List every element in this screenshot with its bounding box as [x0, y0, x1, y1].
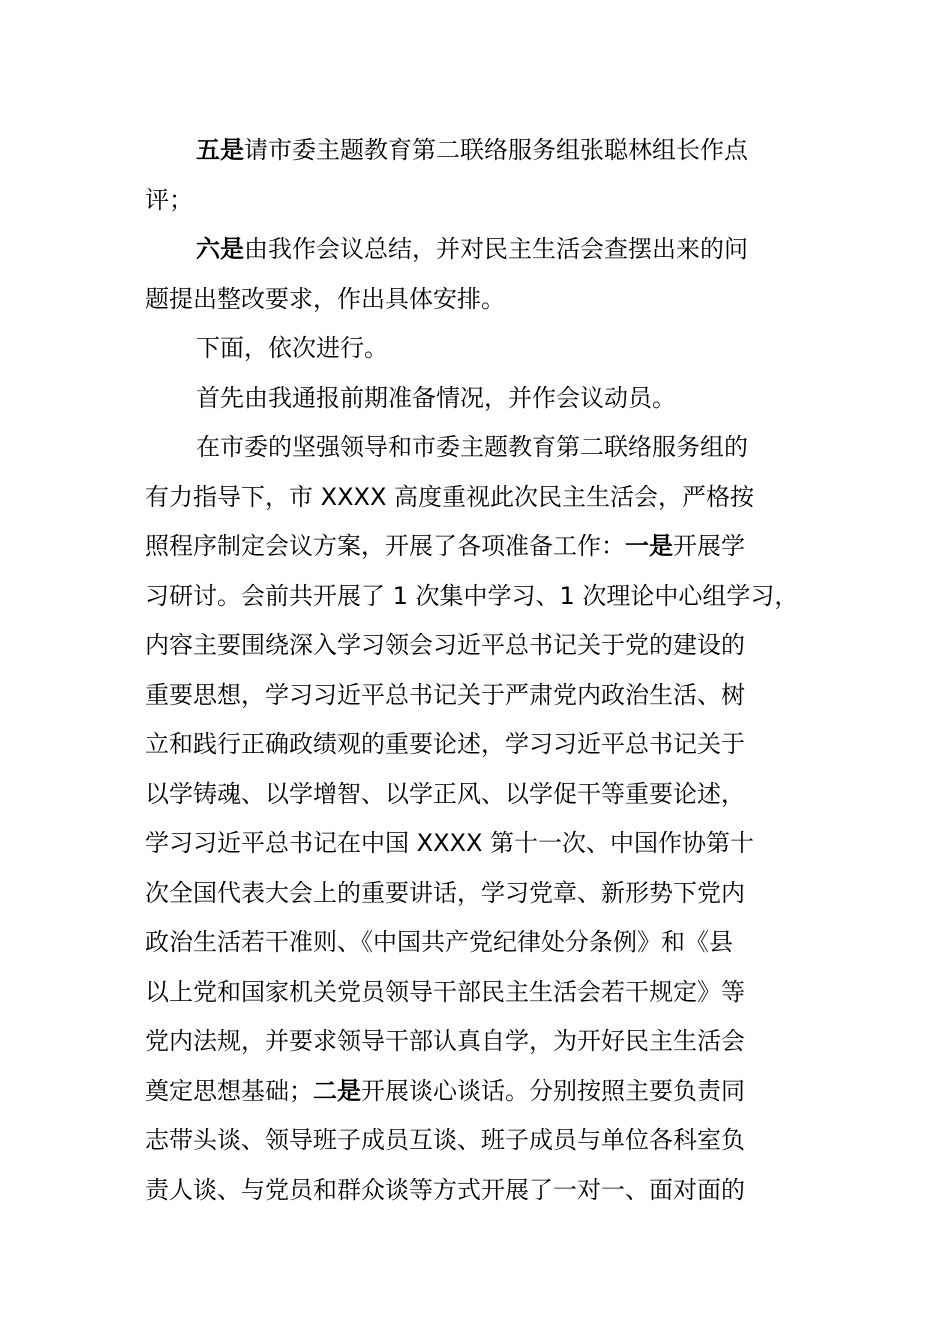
text-line — [145, 275, 810, 325]
line-text: 以上党和国家机关党员领导干部民主生活会若干规定》等 — [145, 977, 745, 1006]
text-line — [145, 770, 810, 820]
line-text: 有力指导下，市 XXXX 高度重视此次民主生活会，严格按 — [145, 482, 755, 511]
line-text: 次全国代表大会上的重要讲话，学习党章、新形势下党内 — [145, 878, 745, 907]
text-line — [145, 621, 810, 671]
line-text: 以学铸魂、以学增智、以学正风、以学促干等重要论述， — [145, 779, 745, 808]
line-text: 重要思想，学习习近平总书记关于严肃党内政治生活、树 — [145, 680, 745, 709]
lead-phrase: 二是 — [313, 1076, 361, 1105]
text-line — [145, 176, 810, 226]
text-line — [145, 1166, 810, 1216]
text-line — [145, 473, 810, 523]
text-line — [145, 572, 810, 622]
lead-phrase: 一是 — [625, 532, 673, 560]
text-line — [145, 819, 810, 869]
text-line — [145, 1116, 810, 1166]
text-line — [145, 225, 810, 275]
line-text: 志带头谈、领导班子成员互谈、班子成员与单位各科室负 — [145, 1126, 745, 1154]
text-line — [145, 126, 810, 176]
line-text: 评； — [145, 185, 193, 214]
line-text: 立和践行正确政绩观的重要论述，学习习近平总书记关于 — [145, 730, 745, 758]
text-line — [145, 522, 810, 572]
line-text-continued: 开展谈心谈话。分别按照主要负责同 — [361, 1076, 745, 1105]
line-text: 学习习近平总书记在中国 XXXX 第十一次、中国作协第十 — [145, 829, 755, 857]
text-line — [145, 1017, 810, 1067]
line-text: 政治生活若干准则、《中国共产党纪律处分条例》和《县 — [145, 928, 733, 956]
line-text: 请市委主题教育第二联络服务组张聪林组长作点 — [244, 136, 748, 164]
line-text: 在市委的坚强领导和市委主题教育第二联络服务组的 — [196, 433, 748, 461]
line-text: 题提出整改要求，作出具体安排。 — [145, 284, 505, 313]
text-line — [145, 324, 810, 374]
document-body — [145, 126, 810, 1215]
text-line — [145, 720, 810, 770]
line-text: 奠定思想基础； — [145, 1076, 313, 1105]
text-line — [145, 968, 810, 1018]
line-text: 责人谈、与党员和群众谈等方式开展了一对一、面对面的 — [145, 1175, 745, 1204]
line-text: 内容主要围绕深入学习领会习近平总书记关于党的建设的 — [145, 631, 745, 659]
text-line — [145, 671, 810, 721]
line-text: 党内法规，并要求领导干部认真自学，为开好民主生活会 — [145, 1027, 745, 1055]
text-line — [145, 374, 810, 424]
line-text-continued: 开展学 — [673, 532, 745, 560]
lead-phrase: 五是 — [196, 136, 244, 164]
line-text: 下面，依次进行。 — [196, 334, 388, 362]
line-text: 由我作会议总结，并对民主生活会查摆出来的问 — [244, 235, 748, 263]
text-line — [145, 869, 810, 919]
lead-phrase: 六是 — [196, 235, 244, 263]
line-text: 首先由我通报前期准备情况，并作会议动员。 — [196, 383, 676, 412]
text-line — [145, 1067, 810, 1117]
text-line — [145, 423, 810, 473]
text-line — [145, 918, 810, 968]
line-text: 习研讨。会前共开展了 1 次集中学习、1 次理论中心组学习， — [145, 581, 799, 610]
line-text: 照程序制定会议方案，开展了各项准备工作： — [145, 532, 625, 560]
